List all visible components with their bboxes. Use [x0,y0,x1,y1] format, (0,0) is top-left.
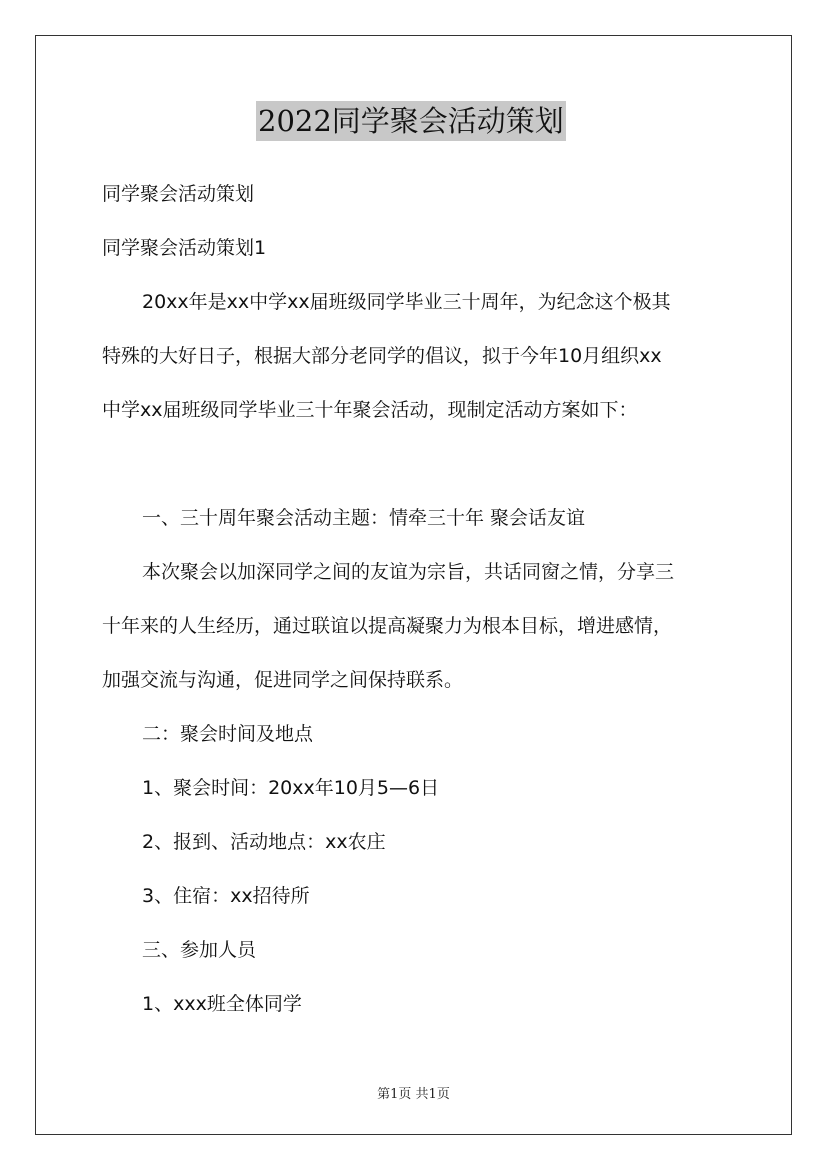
paragraph-line: 1、聚会时间：20xx年10月5—6日 [142,777,440,799]
paragraph-line: 2、报到、活动地点：xx农庄 [142,831,386,853]
paragraph-line: 三、参加人员 [142,939,257,961]
paragraph-line: 本次聚会以加深同学之间的友谊为宗旨，共话同窗之情，分享三 [142,561,675,583]
document-title: 2022同学聚会活动策划 [256,101,566,141]
paragraph-line: 中学xx届班级同学毕业三十年聚会活动，现制定活动方案如下： [102,399,638,421]
paragraph-line: 1、xxx班全体同学 [142,993,302,1015]
paragraph-line: 二：聚会时间及地点 [142,723,314,745]
paragraph-line: 20xx年是xx中学xx届班级同学毕业三十周年，为纪念这个极其 [142,291,671,313]
document-subtitle: 同学聚会活动策划 [102,183,255,205]
paragraph-line: 3、住宿：xx招待所 [142,885,310,907]
paragraph-line: 加强交流与沟通，促进同学之间保持联系。 [102,669,464,691]
page-number: 第1页 共1页 [377,1087,450,1102]
section-heading: 同学聚会活动策划1 [102,237,267,259]
paragraph-line: 一、三十周年聚会活动主题：情牵三十年 聚会话友谊 [142,507,586,529]
paragraph-line: 十年来的人生经历，通过联谊以提高凝聚力为根本目标，增进感情， [102,615,673,637]
paragraph-line: 特殊的大好日子，根据大部分老同学的倡议，拟于今年10月组织xx [102,345,662,367]
